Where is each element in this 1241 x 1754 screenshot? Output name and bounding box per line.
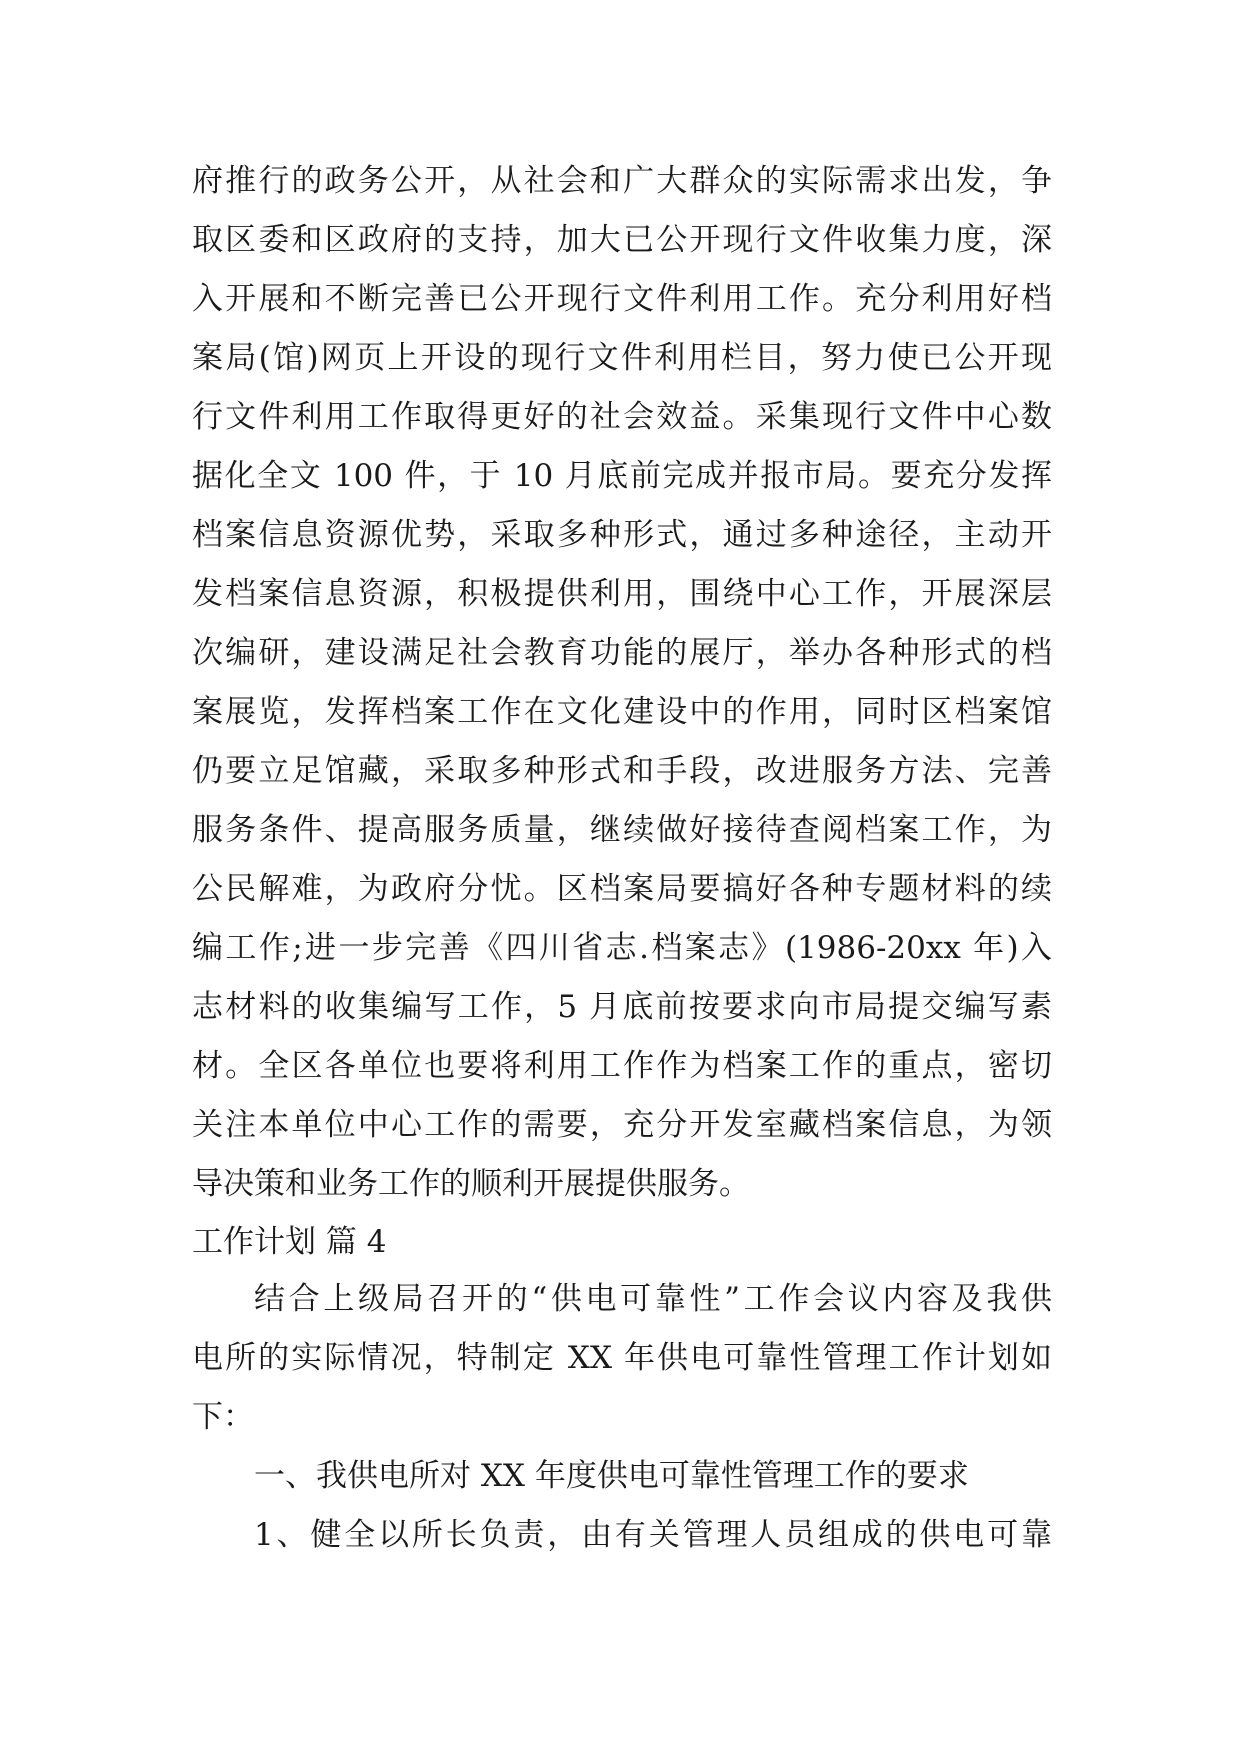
paragraph-line: 服务条件、提高服务质量，继续做好接待查阅档案工作，为 <box>192 812 1052 848</box>
paragraph-line: 导决策和业务工作的顺利开展提供服务。 <box>192 1166 750 1202</box>
paragraph-line: 发档案信息资源，积极提供利用，围绕中心工作，开展深层 <box>192 576 1052 612</box>
paragraph-line: 档案信息资源优势，采取多种形式，通过多种途径，主动开 <box>192 517 1052 553</box>
paragraph-line: 入开展和不断完善已公开现行文件利用工作。充分利用好档 <box>192 281 1052 317</box>
paragraph-line: 关注本单位中心工作的需要，充分开发室藏档案信息，为领 <box>192 1107 1052 1143</box>
paragraph-line: 编工作;进一步完善《四川省志.档案志》(1986-20xx 年)入 <box>192 930 1052 966</box>
paragraph-line: 下： <box>192 1399 254 1435</box>
subheading: 一、我供电所对 XX 年度供电可靠性管理工作的要求 <box>254 1458 969 1494</box>
paragraph-line: 案展览，发挥档案工作在文化建设中的作用，同时区档案馆 <box>192 694 1052 730</box>
paragraph-line: 行文件利用工作取得更好的社会效益。采集现行文件中心数 <box>192 399 1052 435</box>
paragraph-line: 电所的实际情况，特制定 XX 年供电可靠性管理工作计划如 <box>192 1340 1052 1376</box>
paragraph-line: 结合上级局召开的“供电可靠性”工作会议内容及我供 <box>254 1281 1052 1317</box>
paragraph-line: 据化全文 100 件，于 10 月底前完成并报市局。要充分发挥 <box>192 458 1052 494</box>
document-body <box>192 152 1052 1565</box>
paragraph-line: 案局(馆)网页上开设的现行文件利用栏目，努力使已公开现 <box>192 340 1052 376</box>
paragraph-line: 取区委和区政府的支持，加大已公开现行文件收集力度，深 <box>192 222 1052 258</box>
paragraph-line: 公民解难，为政府分忧。区档案局要搞好各种专题材料的续 <box>192 871 1052 907</box>
paragraph-line: 材。全区各单位也要将利用工作作为档案工作的重点，密切 <box>192 1048 1052 1084</box>
paragraph-line: 次编研，建设满足社会教育功能的展厅，举办各种形式的档 <box>192 635 1052 671</box>
list-item: 1、健全以所长负责，由有关管理人员组成的供电可靠 <box>254 1517 1052 1553</box>
section-title: 工作计划 篇 4 <box>192 1224 387 1260</box>
paragraph-line: 志材料的收集编写工作，5 月底前按要求向市局提交编写素 <box>192 989 1052 1025</box>
paragraph-line: 仍要立足馆藏，采取多种形式和手段，改进服务方法、完善 <box>192 753 1052 789</box>
paragraph-line: 府推行的政务公开，从社会和广大群众的实际需求出发，争 <box>192 163 1052 199</box>
